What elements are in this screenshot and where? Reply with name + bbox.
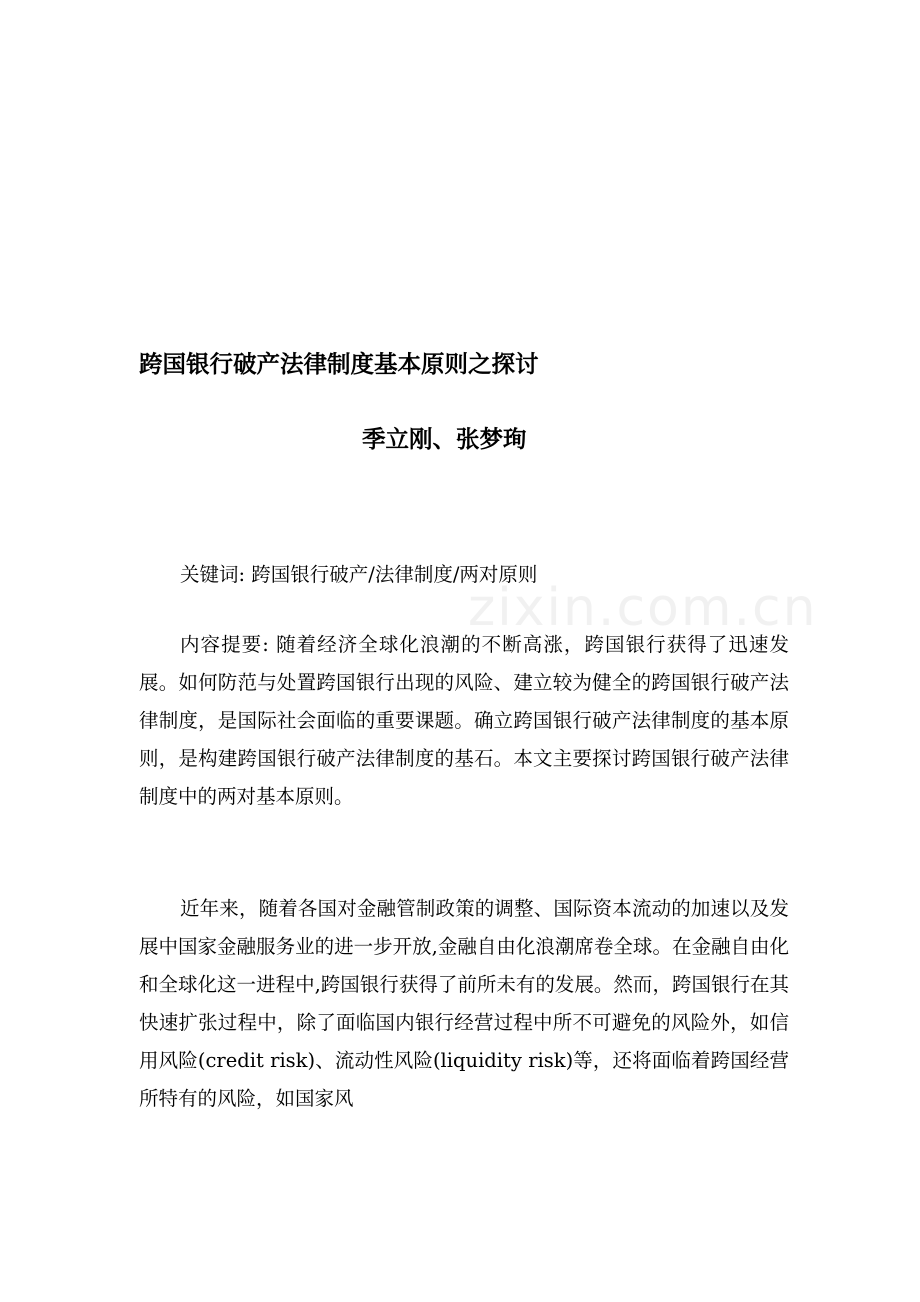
keywords-line: 关键词: 跨国银行破产/法律制度/两对原则	[180, 563, 538, 586]
body-paragraph: 近年来，随着各国对金融管制政策的调整、国际资本流动的加速以及发展中国家金融服务业的进一步开放,金融自由化浪潮席卷全球。在金融自由化和全球化这一进程中,跨国银行获得了前所未有的发展。然而，跨国银行在其快速扩张过程中，除了面临国内银行经营过程中所不可避免的风险外，如信用风险(credit risk)、流动性风险(liquidity risk)等，还将面临着跨国经营所特有的风险，如国家风	[139, 897, 789, 1110]
document-authors: 季立刚、张梦珣	[362, 425, 527, 453]
watermark: zixin.com.cn	[468, 578, 818, 638]
document-title: 跨国银行破产法律制度基本原则之探讨	[139, 350, 539, 378]
abstract-paragraph: 内容提要: 随着经济全球化浪潮的不断高涨，跨国银行获得了迅速发展。如何防范与处置跨国银行出现的风险、建立较为健全的跨国银行破产法律制度，是国际社会面临的重要课题。确立跨国银行破产法律制度的基本原则，是构建跨国银行破产法律制度的基石。本文主要探讨跨国银行破产法律制度中的两对基本原则。	[139, 633, 789, 808]
